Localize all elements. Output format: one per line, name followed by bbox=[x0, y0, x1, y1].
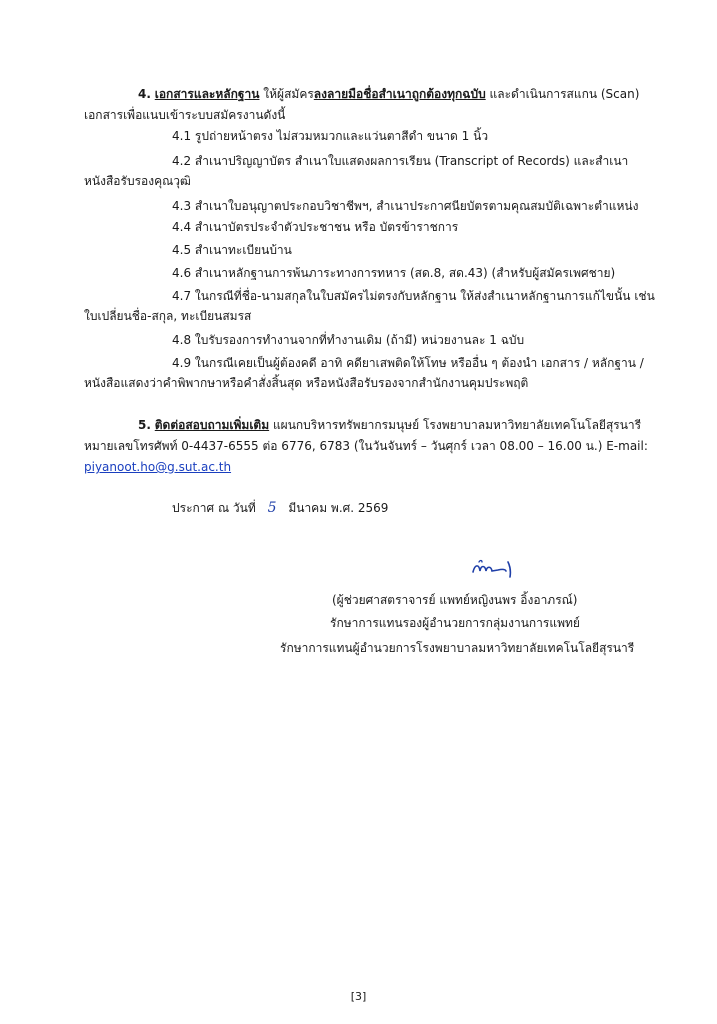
item-4-9-cont: หนังสือแสดงว่าคำพิพากษาหรือคำสั่งสิ้นสุด หรือหนังสือรับรองจากสำนักงานคุมประพฤติ bbox=[84, 376, 529, 390]
section-4-heading: เอกสารและหลักฐาน bbox=[154, 87, 260, 101]
item-4-6: 4.6 สำเนาหลักฐานการพ้นภาระทางการทหาร (สด.8, สด.43) (สำหรับผู้สมัครเพศชาย) bbox=[172, 266, 616, 280]
item-4-3: 4.3 สำเนาใบอนุญาตประกอบวิชาชีพฯ, สำเนาประกาศนียบัตรตามคุณสมบัติเฉพาะตำแหน่ง bbox=[172, 199, 639, 213]
announce-day: 5 bbox=[267, 500, 277, 516]
section-5-number: 5. bbox=[138, 418, 151, 432]
item-4-9: 4.9 ในกรณีเคยเป็นผู้ต้องคดี อาทิ คดียาเสพติดให้โทษ หรืออื่น ๆ ต้องนำ เอกสาร / หลักฐาน / bbox=[172, 356, 644, 370]
section-5-heading: ติดต่อสอบถามเพิ่มเติม bbox=[154, 418, 270, 432]
announce-prefix: ประกาศ ณ วันที่ bbox=[172, 501, 256, 515]
section-4-intro-cont: เอกสารเพื่อแนบเข้าระบบสมัครงานดังนี้ bbox=[84, 108, 286, 122]
signatory-title-1: รักษาการแทนรองผู้อำนวยการกลุ่มงานการแพทย์ bbox=[330, 616, 580, 630]
item-4-7: 4.7 ในกรณีที่ชื่อ-นามสกุลในใบสมัครไม่ตรงกับหลักฐาน ให้ส่งสำเนาหลักฐานการแก้ไขนั้น เช่น bbox=[172, 289, 655, 303]
section-4-number: 4. bbox=[138, 87, 151, 101]
announce-suffix: มีนาคม พ.ศ. 2569 bbox=[288, 501, 389, 515]
section-4-intro bbox=[138, 86, 639, 102]
signatory-name: (ผู้ช่วยศาสตราจารย์ แพทย์หญิงนพร อิ้งอาภรณ์) bbox=[332, 593, 578, 607]
handwritten-signature bbox=[470, 556, 516, 580]
item-4-5: 4.5 สำเนาทะเบียนบ้าน bbox=[172, 243, 292, 257]
section-4-intro-a: ให้ผู้สมัคร bbox=[259, 87, 314, 101]
item-4-8: 4.8 ใบรับรองการทำงานจากที่ทำงานเดิม (ถ้ามี) หน่วยงานละ 1 ฉบับ bbox=[172, 333, 525, 347]
section-4-intro-b: ลงลายมือชื่อสำเนาถูกต้องทุกฉบับ bbox=[313, 87, 486, 101]
email-link[interactable] bbox=[84, 459, 231, 475]
item-4-4: 4.4 สำเนาบัตรประจำตัวประชาชน หรือ บัตรข้าราชการ bbox=[172, 220, 459, 234]
section-5-line2: หมายเลขโทรศัพท์ 0-4437-6555 ต่อ 6776, 6783 (ในวันจันทร์ – วันศุกร์ เวลา 08.00 – 16.00 น.) E-mail: bbox=[84, 439, 648, 453]
announce-date bbox=[172, 500, 388, 516]
item-4-7-cont: ใบเปลี่ยนชื่อ-สกุล, ทะเบียนสมรส bbox=[84, 309, 252, 323]
item-4-2: 4.2 สำเนาปริญญาบัตร สำเนาใบแสดงผลการเรียน (Transcript of Records) และสำเนา bbox=[172, 154, 629, 168]
section-4-intro-c: และดำเนินการสแกน (Scan) bbox=[485, 87, 640, 101]
section-5-line1 bbox=[138, 417, 641, 433]
signatory-title-2: รักษาการแทนผู้อำนวยการโรงพยาบาลมหาวิทยาลัยเทคโนโลยีสุรนารี bbox=[280, 641, 635, 655]
item-4-1: 4.1 รูปถ่ายหน้าตรง ไม่สวมหมวกและแว่นตาสีดำ ขนาด 1 นิ้ว bbox=[172, 129, 489, 143]
page-number: [3] bbox=[350, 990, 367, 1003]
item-4-2-cont: หนังสือรับรองคุณวุฒิ bbox=[84, 174, 191, 188]
email-link-text[interactable]: piyanoot.ho@g.sut.ac.th bbox=[84, 460, 232, 474]
section-5-line1-text: แผนกบริหารทรัพยากรมนุษย์ โรงพยาบาลมหาวิทยาลัยเทคโนโลยีสุรนารี bbox=[269, 418, 642, 432]
